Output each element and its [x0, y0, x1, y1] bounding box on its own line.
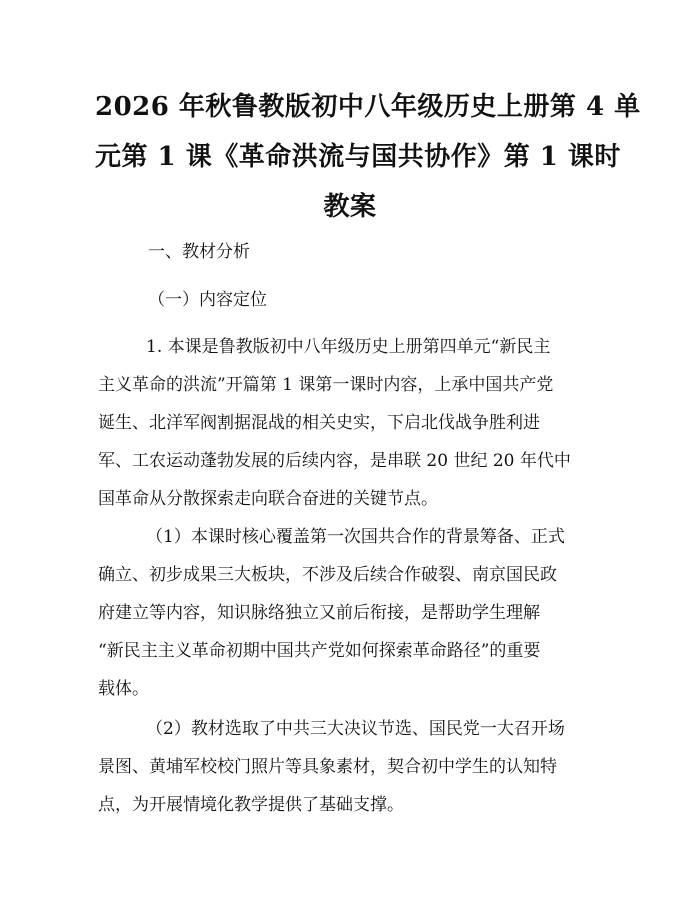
paragraph-line: （1）本课时核心覆盖第一次国共合作的背景筹备、正式	[146, 527, 565, 547]
document-title	[95, 82, 641, 232]
paragraph-line: 景图、黄埔军校校门照片等具象素材，契合初中学生的认知特	[98, 757, 557, 777]
paragraph-content-positioning	[98, 328, 603, 518]
paragraph-line: 诞生、北洋军阀割据混战的相关史实，下启北伐战争胜利进	[98, 413, 540, 433]
paragraph-line: 主义革命的洪流”开篇第 1 课第一课时内容，上承中国共产党	[98, 375, 554, 395]
paragraph-teaching-materials	[98, 710, 603, 824]
section-heading: 一、教材分析	[148, 242, 250, 262]
paragraph-line: 军、工农运动蓬勃发展的后续内容，是串联 20 世纪 20 年代中	[98, 451, 571, 471]
paragraph-core-coverage	[98, 518, 603, 708]
paragraph-line: 府建立等内容，知识脉络独立又前后衔接，是帮助学生理解	[98, 603, 540, 623]
paragraph-line: 1. 本课是鲁教版初中八年级历史上册第四单元“新民主	[146, 337, 551, 357]
title-line: 2026 年秋鲁教版初中八年级历史上册第 4 单	[95, 92, 641, 122]
paragraph-line: 载体。	[98, 679, 149, 699]
paragraph-line: 国革命从分散探索走向联合奋进的关键节点。	[98, 489, 438, 509]
title-line: 元第 1 课《革命洪流与国共协作》第 1 课时	[95, 142, 621, 172]
title-line: 教案	[323, 192, 377, 222]
paragraph-line: （2）教材选取了中共三大决议节选、国民党一大召开场	[146, 719, 565, 739]
subsection-heading: （一）内容定位	[148, 290, 267, 310]
paragraph-line: “新民主主义革命初期中国共产党如何探索革命路径”的重要	[98, 641, 541, 661]
paragraph-line: 点，为开展情境化教学提供了基础支撑。	[98, 795, 404, 815]
paragraph-line: 确立、初步成果三大板块，不涉及后续合作破裂、南京国民政	[98, 565, 557, 585]
